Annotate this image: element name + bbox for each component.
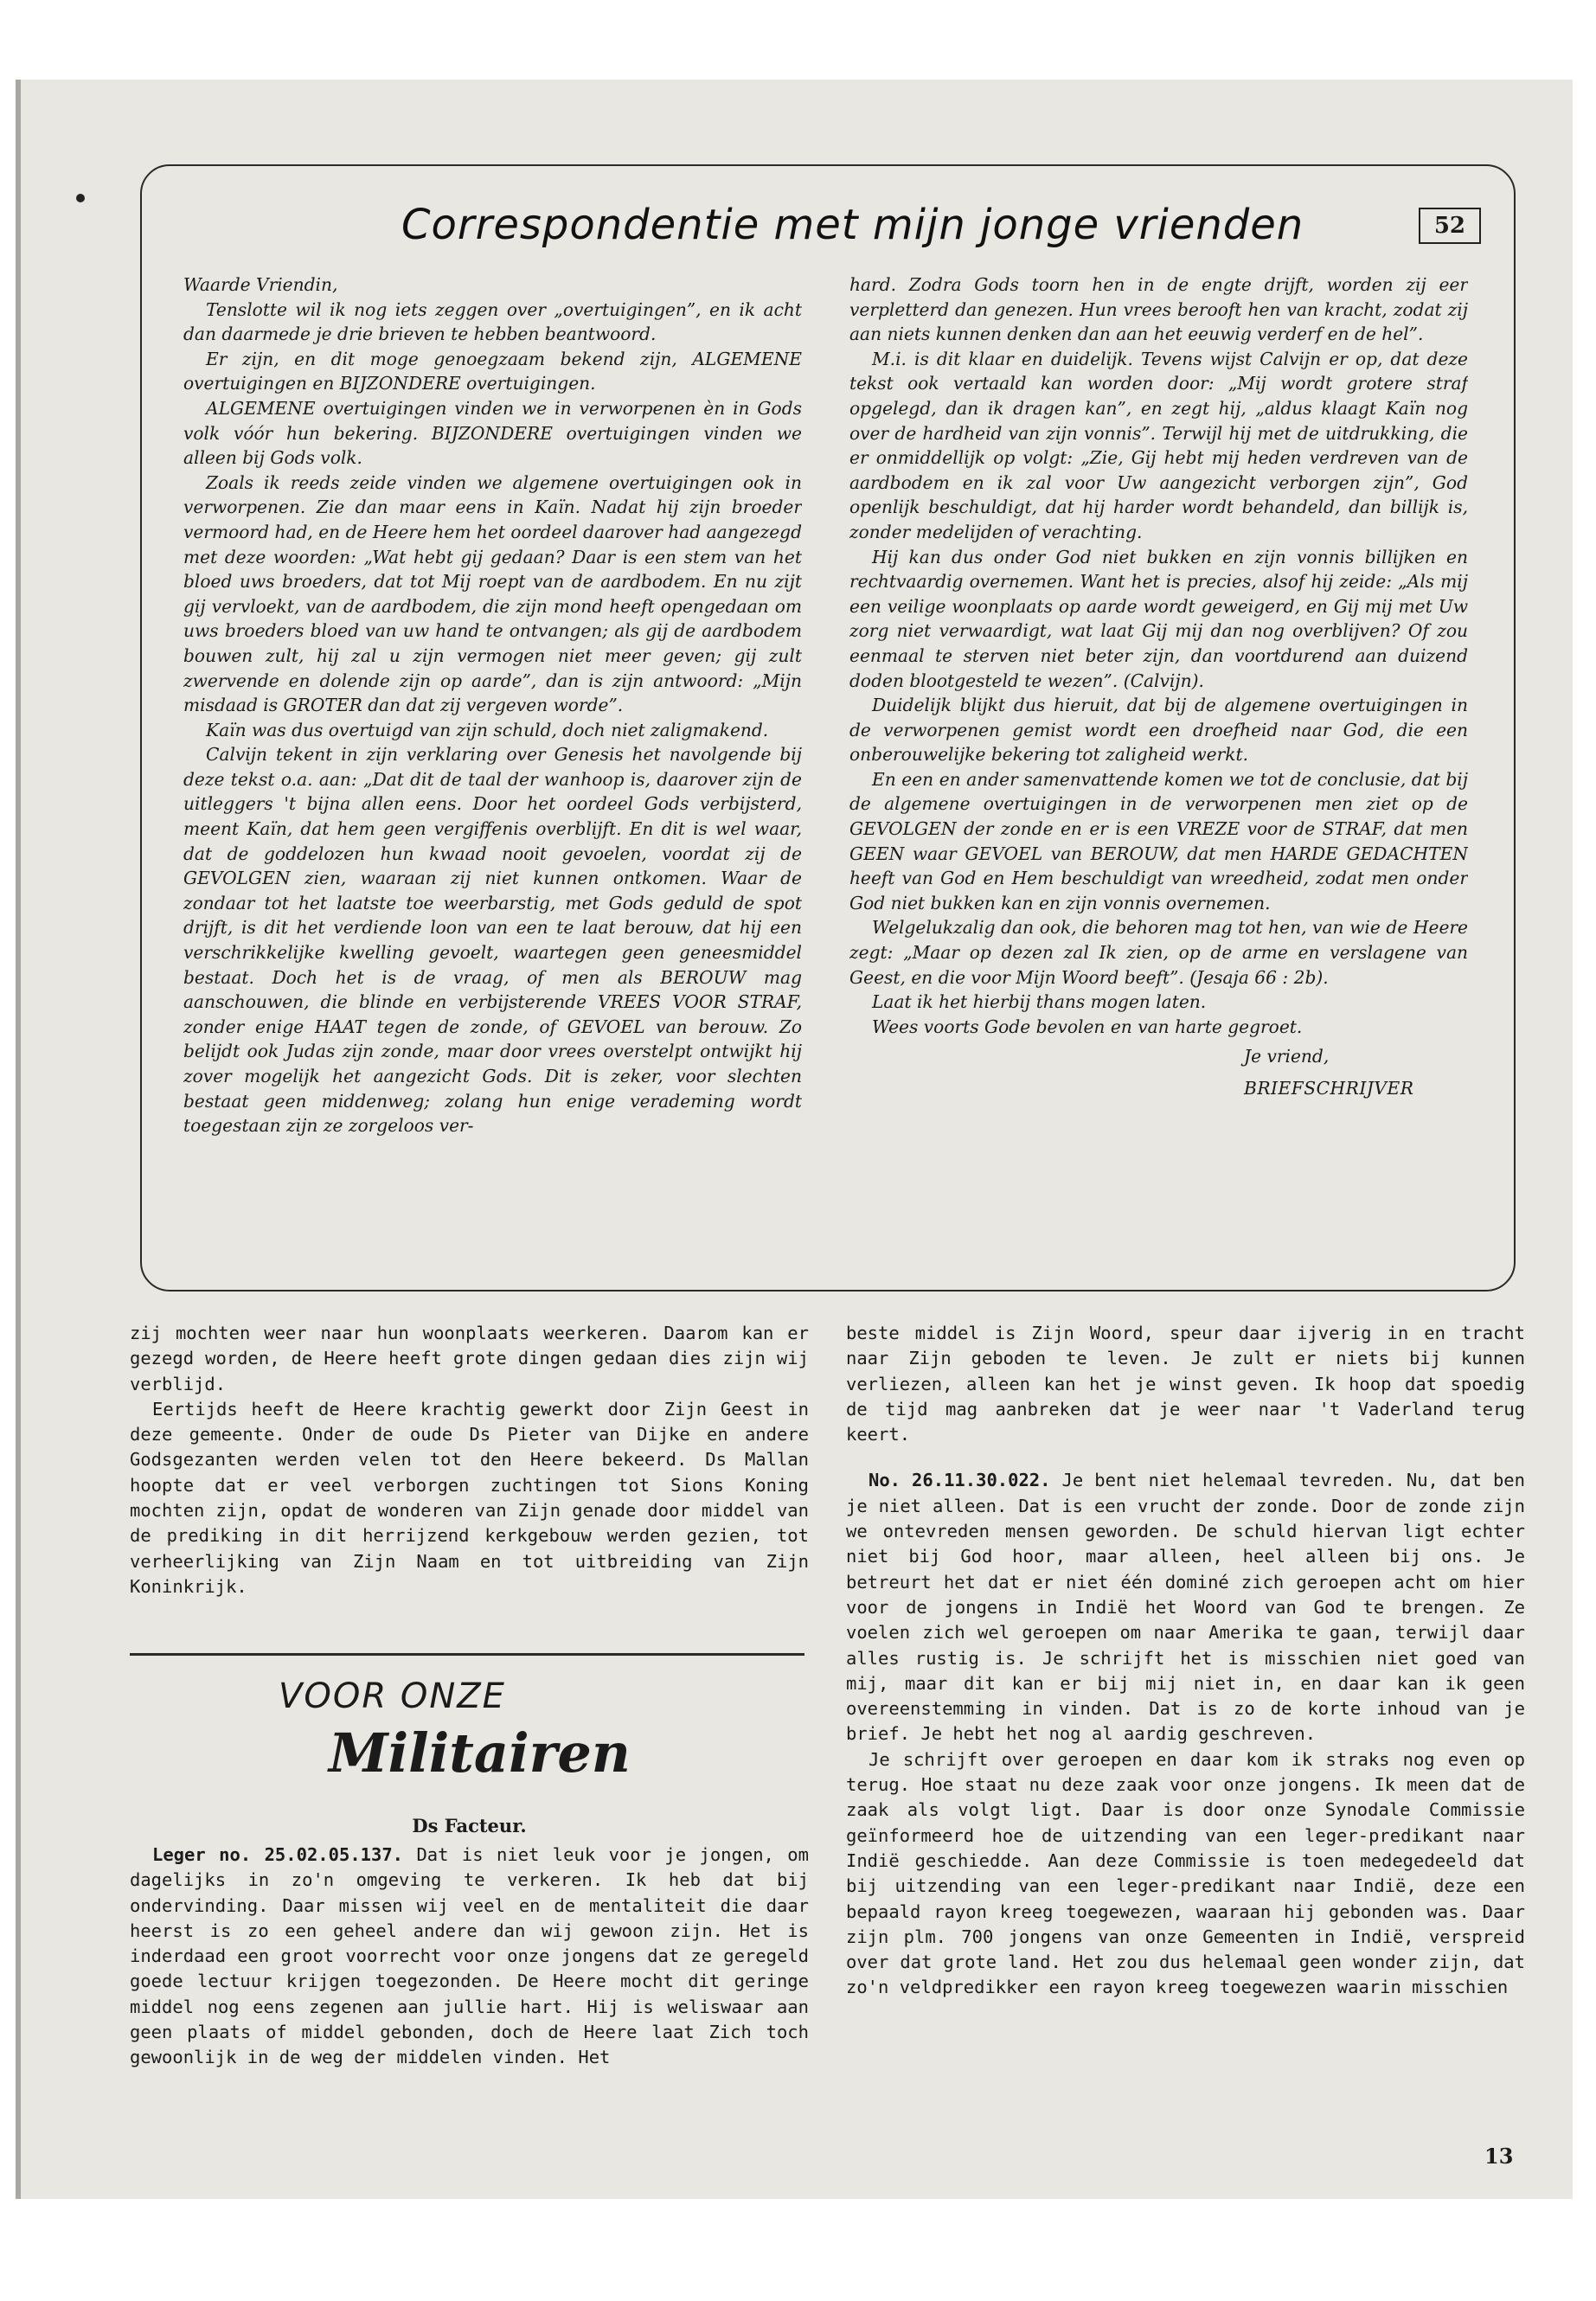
box-paragraph: Hij kan dus onder God niet bukken en zijn vonnis billijken en rechtvaardig overnemen. Want het is precies, alsof hij zeide: „Als mij een veilige woonplaats op aarde wordt geweigerd, en Gij mij met Uw zorg niet verwaardigt, wat laat Gij mij dan nog overblijven? Of zou eenmaal te sterven niet beter zijn, dan voortdurend aan duizend doden blootgesteld te wezen”. (Calvijn). xyxy=(849,546,1468,691)
box-paragraph: Welgelukzalig dan ook, die behoren mag tot hen, van wie de Heere zegt: „Maar op dezen zal Ik zien, op de arme en verslagene van Geest, en die voor Mijn Woord beeft”. (Jesaja 66 : 2b). xyxy=(849,917,1468,988)
box-title: Correspondentie met mijn jonge vrienden xyxy=(401,201,1304,249)
section-divider xyxy=(130,1653,804,1656)
box-paragraph: M.i. is dit klaar en duidelijk. Tevens wijst Calvijn er op, dat deze tekst ook vertaald kan worden door: „Mij wordt grotere straf opgelegd, dan ik dragen kan”, en zegt hij, „aldus klaagt Kaïn nog over de hardheid van zijn vonnis”. Terwijl hij met de uitdrukking, die er onmiddellijk op volgt: „Zie, Gij hebt mij heden verdreven van de aardbodem en ik zal voor Uw aangezicht verborgen zijn”, God openlijk beschuldigt, dat hij harder wordt behandeld, dan billijk is, zonder medelijden of verachting. xyxy=(849,348,1468,542)
correspondence-box xyxy=(140,164,1516,1292)
body-paragraph: Je schrijft over geroepen en daar kom ik straks nog even op terug. Hoe staat nu deze zaak voor onze jongens. Ik meen dat de zaak als volgt ligt. Daar is door onze Synodale Commissie geïnformeerd hoe de uitzending van een leger-predikant naar Indië geschiedde. Aan deze Commissie is toen medegedeeld dat bij uitzending van een leger-predikant naar Indië, deze een bepaald rayon kreeg toegewezen, waaraan hij gebonden was. Daar zijn plm. 700 jongens van onze Gemeenten in Indië, verspreid over dat grote land. Het zou dus helemaal geen wonder zijn, dat zo'n veldpredikker een rayon kreeg toegewezen waarin misschien xyxy=(846,1748,1525,1998)
box-paragraph: ALGEMENE overtuigingen vinden we in verworpenen èn in Gods volk vóór hun bekering. BIJZONDERE overtuigingen vinden we alleen bij Gods volk. xyxy=(183,397,802,469)
letter-1-text: Dat is niet leuk voor je jongen, om dagelijks in zo'n omgeving te verkeren. Ik heb dat bij ondervinding. Daar missen wij veel en de mentaliteit die daar heerst is zo een geheel andere dan wij gewoon zijn. Het is inderdaad een groot voorrecht voor onze jongens dat ze geregeld goede lectuur krijgen toegezonden. De Heere mocht dit geringe middel nog eens zegenen aan jullie hart. Hij is weliswaar aan geen plaats of middel gebonden, doch de Heere laat Zich toch gewoonlijk in de weg der middelen vinden. Het xyxy=(130,1844,809,2068)
section-title: VOOR ONZE xyxy=(279,1676,506,1716)
box-paragraph: Calvijn tekent in zijn verklaring over Genesis het navolgende bij deze tekst o.a. aan: „Dat dit de taal der wanhoop is, daarover zijn de uitleggers 't bijna allen eens. Door het oordeel Gods verbijsterd, meent Kaïn, dat hem geen vergiffenis overblijft. En dit is wel waar, dat de goddelozen hun kwaad nooit gevoelen, voordat zij de GEVOLGEN zien, waaraan zij niet kunnen ontkomen. Waar de zondaar tot het laatste toe weerbarstig, met Gods geduld de spot drijft, is dit het verdiende loon van een te laat berouw, dat hij een verschrikkelijke kwelling gevoelt, waartegen geen geneesmiddel bestaat. Doch het is de vraag, of men als BEROUW mag aanschouwen, die blinde en verbijsterende VREES VOOR STRAF, zonder enige HAAT tegen de zonde, of GEVOEL van berouw. Zo belijdt ook Judas zijn zonde, maar door vrees overstelpt ontwijkt hij zover mogelijk het aangezicht Gods. Dit is zeker, voor slechten bestaat geen middenweg; zolang hun enige verademing wordt toegestaan zijn ze zorgeloos ver- xyxy=(183,744,802,1137)
signature: BRIEFSCHRIJVER xyxy=(1244,1078,1414,1099)
author-heading: Ds Facteur. xyxy=(412,1815,527,1836)
page-number: 13 xyxy=(1484,2144,1514,2169)
box-paragraph: Er zijn, en dit moge genoegzaam bekend zijn, ALGEMENE overtuigingen en BIJZONDERE overtuigingen. xyxy=(183,348,802,394)
page-marker: 52 xyxy=(1419,208,1481,244)
body-paragraph: zij mochten weer naar hun woonplaats weerkeren. Daarom kan er gezegd worden, de Heere heeft grote dingen gedaan dies zijn wij verblijd. xyxy=(130,1323,809,1394)
section-script-title: Militairen xyxy=(329,1721,631,1785)
body-column-left-top xyxy=(130,1321,809,1628)
body-paragraph: beste middel is Zijn Woord, speur daar ijverig in en tracht naar Zijn geboden te leven. Je zult er niets bij kunnen verliezen, alleen kan het je winst geven. Ik hoop dat spoedig de tijd mag aanbreken dat je weer naar 't Vaderland terug keert. xyxy=(846,1323,1525,1445)
body-column-left-bottom xyxy=(130,1843,809,2124)
box-paragraph: Kaïn was dus overtuigd van zijn schuld, doch niet zaligmakend. xyxy=(206,719,769,740)
box-paragraph: Laat ik het hierbij thans mogen laten. xyxy=(872,991,1207,1013)
box-paragraph: Duidelijk blijkt dus hieruit, dat bij de algemene overtuigingen in de verworpenen gemist wordt een droefheid naar God, die een onberouwelijke bekering tot zaligheid werkt. xyxy=(849,695,1468,766)
box-paragraph: Tenslotte wil ik nog iets zeggen over „overtuigingen”, en ik acht dan daarmede je drie brieven te hebben beantwoord. xyxy=(183,298,802,345)
margin-dot xyxy=(76,194,85,202)
letter-2 xyxy=(846,1468,1525,1747)
letter-2-text: Je bent niet helemaal tevreden. Nu, dat ben je niet alleen. Dat is een vrucht der zonde. Door de zonde zijn we ontevreden mensen geworden. De schuld hiervan ligt echter niet bij God hoor, maar alleen, heel alleen bij ons. Je betreurt het dat er niet één dominé zich geroepen acht om hier voor de jongens in Indië het Woord van God te brengen. Ze voelen zich wel geroepen om naar Amerika te gaan, terwijl daar alles rustig is. Je schrijft het is misschien niet goed van mij, maar dit kan er bij mij niet in, en daar kan ik geen overeenstemming in vinden. Dat is zo de korte inhoud van je brief. Je hebt het nog al aardig geschreven. xyxy=(846,1470,1525,1745)
salutation: Waarde Vriendin, xyxy=(183,274,338,295)
box-paragraph: hard. Zodra Gods toorn hen in de engte drijft, worden zij eer verpletterd dan genezen. Hun vrees berooft hen van kracht, zodat zij aan niets kunnen denken dan aan het eeuwig verderf en de hel”. xyxy=(849,274,1468,345)
box-paragraph: Zoals ik reeds zeide vinden we algemene overtuigingen ook in verworpenen. Zie dan maar eens in Kaïn. Nadat hij zijn broeder vermoord had, en de Heere hem het oordeel daarover had aangezegd met deze woorden: „Wat hebt gij gedaan? Daar is een stem van het bloed uws broeders, dat tot Mij roept van de aardbodem. En nu zijt gij vervloekt, van de aardbodem, die zijn mond heeft opengedaan om uws broeders bloed van uw hand te ontvangen; als gij de aardbodem bouwen zult, hij zal u zijn vermogen niet meer geven; gij zult zwervende en dolende zijn op aarde”, dan is zijn antwoord: „Mijn misdaad is GROTER dan dat zij vergeven worde”. xyxy=(183,471,802,716)
letter-2-ref: No. 26.11.30.022. xyxy=(869,1470,1051,1491)
box-right-column xyxy=(849,272,1468,1267)
box-left-column xyxy=(183,272,802,1267)
box-paragraph: En een en ander samenvattende komen we tot de conclusie, dat bij de algemene overtuigingen in de verworpenen men ziet op de GEVOLGEN der zonde en er is een VREZE voor de STRAF, dat men GEEN waar GEVOEL van BEROUW, dat men HARDE GEDACHTEN heeft van God en Hem beschuldigt van wreedheid, zodat men onder God niet bukken kan en zijn vonnis overnemen. xyxy=(849,768,1468,913)
letter-1 xyxy=(130,1843,809,2071)
body-column-right xyxy=(846,1321,1525,2125)
box-paragraph: Wees voorts Gode bevolen en van harte gegroet. xyxy=(872,1016,1303,1037)
body-paragraph: Eertijds heeft de Heere krachtig gewerkt door Zijn Geest in deze gemeente. Onder de oude Ds Pieter van Dijke en andere Godsgezanten werden velen tot den Heere bekeerd. Ds Mallan hoopte dat er veel verborgen zuchtingen tot Sions Koning mochten zijn, opdat de wonderen van Zijn genade door middel van de prediking in dit herrijzend kerkgebouw werden gezien, tot verheerlijking van Zijn Naam en tot uitbreiding van Zijn Koninkrijk. xyxy=(130,1398,809,1597)
closing: Je vriend, xyxy=(1244,1046,1330,1067)
letter-1-ref: Leger no. 25.02.05.137. xyxy=(152,1844,404,1865)
